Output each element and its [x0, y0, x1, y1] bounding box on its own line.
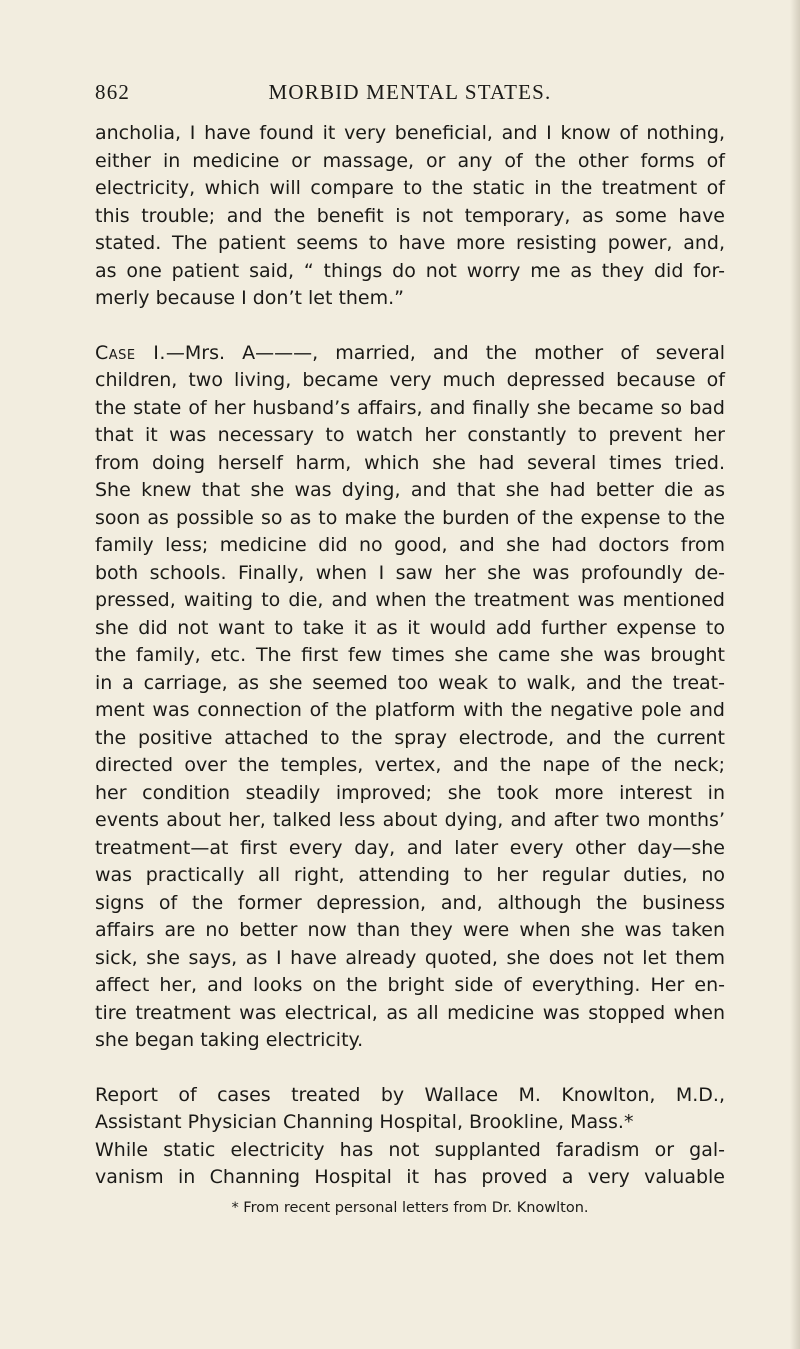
footnote: * From recent personal letters from Dr. Knowlton. [231, 1199, 589, 1216]
body-text [95, 120, 725, 1192]
book-page [95, 0, 725, 1216]
text-line: sick, she says, as I have already quoted, she does not let them [95, 946, 725, 969]
text-line: electricity, which will compare to the static in the treatment of [95, 177, 725, 199]
paragraph-report [95, 1082, 725, 1192]
text-line: the family, etc. The first few times she came she was brought [95, 644, 725, 666]
text-line: her condition steadily improved; she took more interest in [95, 781, 725, 804]
text-line: soon as possible so as to make the burden of the expense to the [95, 506, 725, 529]
text-line: ment was connection of the platform with the negative pole and [95, 699, 725, 721]
case-line-text: —Mrs. A———, married, and the mother of several [165, 341, 725, 364]
text-line: that it was necessary to watch her constantly to prevent her [95, 424, 725, 446]
text-line: children, two living, became very much depressed because of [95, 369, 725, 391]
page-number: 862 [95, 80, 131, 104]
running-head [95, 80, 725, 120]
text-line: stated. The patient seems to have more resisting power, and, [95, 232, 725, 254]
text-line: directed over the temples, vertex, and the nape of the neck; [95, 754, 725, 776]
text-line: was practically all right, attending to her regular duties, no [95, 864, 725, 886]
text-line: from doing herself harm, which she had several times tried. [95, 451, 725, 474]
page-edge-shadow [790, 0, 800, 1349]
text-line: events about her, talked less about dying, and after two months’ [95, 809, 725, 831]
text-line: Assistant Physician Channing Hospital, Brookline, Mass.* [95, 1111, 634, 1133]
text-line: tire treatment was electrical, as all medicine was stopped when [95, 1001, 725, 1024]
text-line: Report of cases treated by Wallace M. Knowlton, M.D., [95, 1083, 725, 1106]
paragraph-intro [95, 120, 725, 313]
text-line: either in medicine or massage, or any of the other forms of [95, 149, 725, 172]
text-line: the positive attached to the spray electrode, and the current [95, 726, 725, 749]
text-line: She knew that she was dying, and that she had better die as [95, 479, 725, 501]
text-line: she did not want to take it as it would add further expense to [95, 616, 725, 639]
text-line: ancholia, I have found it very beneficial, and I know of nothing, [95, 122, 725, 144]
text-line-with-case-label [95, 340, 725, 368]
text-line: affairs are no better now than they were when she was taken [95, 919, 725, 941]
text-line: this trouble; and the benefit is not temporary, as some have [95, 204, 725, 227]
text-line: as one patient said, “ things do not worry me as they did for- [95, 259, 725, 282]
text-line: she began taking electricity. [95, 1029, 364, 1051]
case-label: Case I. [95, 341, 166, 364]
text-line: the state of her husband’s affairs, and finally she became so bad [95, 396, 725, 419]
text-line: pressed, waiting to die, and when the treatment was mentioned [95, 589, 725, 611]
text-line: in a carriage, as she seemed too weak to walk, and the treat- [95, 671, 725, 694]
text-line: While static electricity has not supplanted faradism or gal- [95, 1138, 725, 1161]
text-line: family less; medicine did no good, and she had doctors from [95, 534, 725, 556]
text-line: affect her, and looks on the bright side of everything. Her en- [95, 974, 725, 996]
paragraph-case-one [95, 340, 725, 1055]
text-line: treatment—at first every day, and later every other day—she [95, 836, 725, 859]
text-line: both schools. Finally, when I saw her she was profoundly de- [95, 561, 725, 584]
text-line: signs of the former depression, and, although the business [95, 891, 725, 914]
text-line: vanism in Channing Hospital it has proved a very valuable [95, 1166, 725, 1188]
text-line: merly because I don’t let them.” [95, 287, 405, 309]
running-title: MORBID MENTAL STATES. [268, 80, 552, 104]
